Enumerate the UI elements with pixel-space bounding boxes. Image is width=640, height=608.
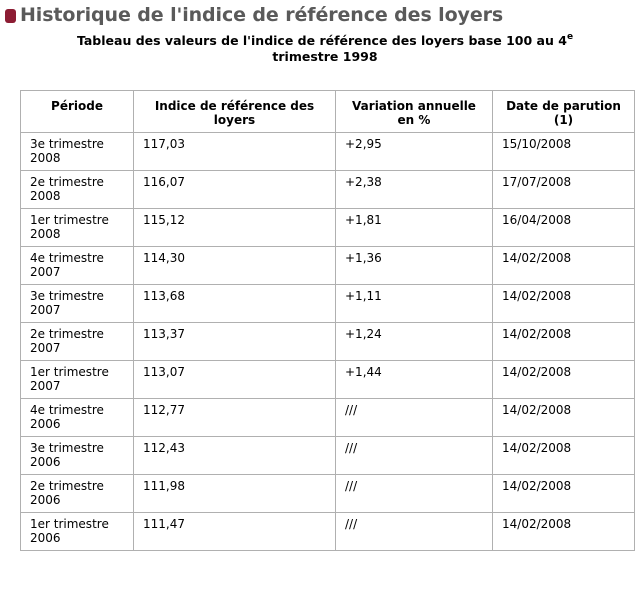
cell-date: 14/02/2008: [493, 399, 635, 437]
cell-periode: 2e trimestre 2006: [21, 475, 134, 513]
cell-indice: 113,68: [134, 285, 336, 323]
cell-variation: +1,36: [336, 247, 493, 285]
table-row: [21, 133, 635, 171]
cell-periode: 1er trimestre 2007: [21, 361, 134, 399]
cell-variation: +2,95: [336, 133, 493, 171]
cell-date: 14/02/2008: [493, 247, 635, 285]
cell-indice: 113,07: [134, 361, 336, 399]
cell-indice: 111,47: [134, 513, 336, 551]
cell-variation: ///: [336, 513, 493, 551]
table-row: [21, 399, 635, 437]
cell-indice: 115,12: [134, 209, 336, 247]
column-header-periode: Période: [21, 91, 134, 133]
cell-date: 14/02/2008: [493, 437, 635, 475]
table-row: [21, 247, 635, 285]
table-row: [21, 209, 635, 247]
cell-variation: ///: [336, 437, 493, 475]
page-title: Historique de l'indice de référence des loyers: [20, 4, 504, 26]
cell-date: 14/02/2008: [493, 513, 635, 551]
cell-date: 17/07/2008: [493, 171, 635, 209]
cell-variation: ///: [336, 399, 493, 437]
cell-periode: 4e trimestre 2006: [21, 399, 134, 437]
table-row: [21, 171, 635, 209]
cell-date: 14/02/2008: [493, 323, 635, 361]
cell-variation: ///: [336, 475, 493, 513]
bullet-icon: [5, 9, 16, 23]
cell-indice: 111,98: [134, 475, 336, 513]
cell-indice: 112,77: [134, 399, 336, 437]
cell-periode: 2e trimestre 2007: [21, 323, 134, 361]
cell-indice: 116,07: [134, 171, 336, 209]
cell-periode: 3e trimestre 2007: [21, 285, 134, 323]
cell-date: 14/02/2008: [493, 285, 635, 323]
cell-variation: +1,24: [336, 323, 493, 361]
cell-variation: +1,44: [336, 361, 493, 399]
cell-variation: +1,11: [336, 285, 493, 323]
cell-periode: 4e trimestre 2007: [21, 247, 134, 285]
page-heading: [5, 2, 503, 28]
table-row: [21, 475, 635, 513]
cell-variation: +1,81: [336, 209, 493, 247]
cell-periode: 3e trimestre 2006: [21, 437, 134, 475]
cell-date: 15/10/2008: [493, 133, 635, 171]
cell-indice: 112,43: [134, 437, 336, 475]
cell-date: 14/02/2008: [493, 475, 635, 513]
table-row: [21, 437, 635, 475]
cell-date: 14/02/2008: [493, 361, 635, 399]
cell-indice: 114,30: [134, 247, 336, 285]
cell-periode: 1er trimestre 2008: [21, 209, 134, 247]
caption-text-line2: trimestre 1998: [272, 49, 378, 64]
cell-indice: 117,03: [134, 133, 336, 171]
table-caption: [20, 33, 630, 65]
cell-indice: 113,37: [134, 323, 336, 361]
column-header-indice: Indice de référence des loyers: [134, 91, 336, 133]
column-header-date: Date de parution (1): [493, 91, 635, 133]
table-row: [21, 285, 635, 323]
column-header-variation: Variation annuelle en %: [336, 91, 493, 133]
table-header-row: [21, 91, 635, 133]
table-body: [21, 133, 635, 551]
cell-periode: 3e trimestre 2008: [21, 133, 134, 171]
table-row: [21, 361, 635, 399]
caption-text: Tableau des valeurs de l'indice de référence des loyers base 100 au 4: [76, 33, 567, 48]
loyers-table: [20, 90, 635, 551]
table-row: [21, 323, 635, 361]
cell-date: 16/04/2008: [493, 209, 635, 247]
cell-periode: 2e trimestre 2008: [21, 171, 134, 209]
cell-variation: +2,38: [336, 171, 493, 209]
cell-periode: 1er trimestre 2006: [21, 513, 134, 551]
caption-superscript: e: [566, 32, 574, 42]
table-row: [21, 513, 635, 551]
